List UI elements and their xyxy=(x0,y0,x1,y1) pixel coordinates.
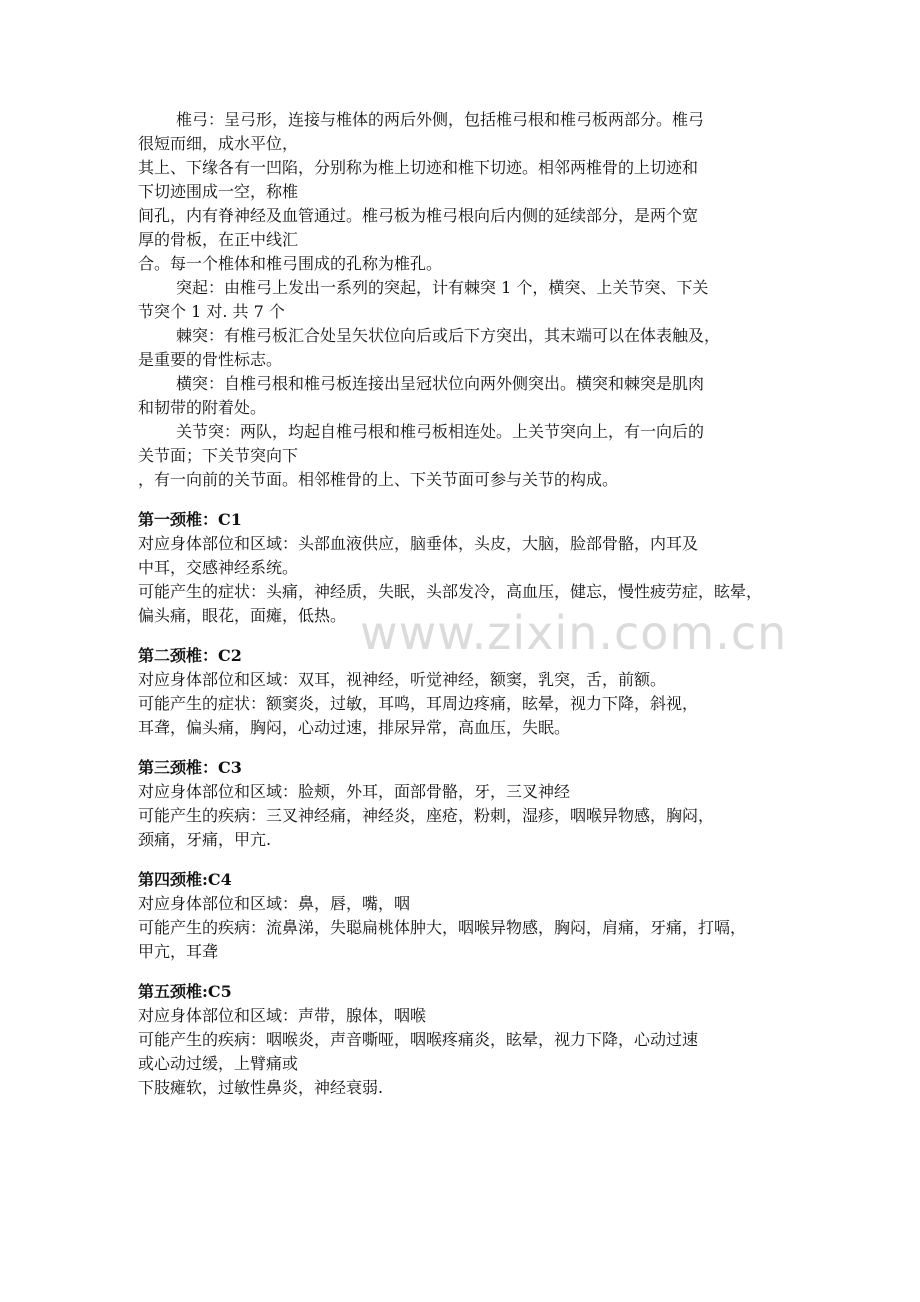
intro-line: 厚的骨板，在正中线汇 xyxy=(138,230,299,249)
section-line: 对应身体部位和区域：双耳，视神经，听觉神经，额窦，乳突，舌，前额。 xyxy=(138,670,667,689)
intro-line: 椎弓：呈弓形，连接与椎体的两后外侧，包括椎弓根和椎弓板两部分。椎弓 xyxy=(176,110,705,129)
watermark-text: www.zixin.com.cn xyxy=(360,606,788,660)
section-line: 对应身体部位和区域：头部血液供应，脑垂体，头皮，大脑，脸部骨骼，内耳及 xyxy=(138,534,699,553)
document-body xyxy=(138,108,798,1100)
section-line: 可能产生的症状：头痛，神经质，失眠，头部发冷，高血压，健忘，慢性疲劳症，眩晕， xyxy=(138,582,763,601)
intro-line: ，有一向前的关节面。相邻椎骨的上、下关节面可参与关节的构成。 xyxy=(138,470,619,489)
section-line: 颈痛，牙痛，甲亢. xyxy=(138,830,272,849)
intro-line: 合。每一个椎体和椎弓围成的孔称为椎孔。 xyxy=(138,254,443,273)
section-c3 xyxy=(138,756,798,852)
intro-line: 关节突：两队，均起自椎弓根和椎弓板相连处。上关节突向上，有一向后的 xyxy=(176,422,705,441)
intro-line: 间孔，内有脊神经及血管通过。椎弓板为椎弓根向后内侧的延续部分，是两个宽 xyxy=(138,206,699,225)
section-heading: 第四颈椎:C4 xyxy=(138,870,232,889)
section-line: 可能产生的症状：额窦炎，过敏，耳鸣，耳周边疼痛，眩晕，视力下降，斜视， xyxy=(138,694,699,713)
section-line: 可能产生的疾病：三叉神经痛，神经炎，座疮，粉刺，湿疹，咽喉异物感，胸闷， xyxy=(138,806,715,825)
section-c1 xyxy=(138,508,798,628)
section-line: 下肢瘫软，过敏性鼻炎，神经衰弱. xyxy=(138,1078,384,1097)
intro-line: 横突：自椎弓根和椎弓板连接出呈冠状位向两外侧突出。横突和棘突是肌肉 xyxy=(176,374,705,393)
intro-line: 突起：由椎弓上发出一系列的突起，计有棘突 1 个，横突、上关节突、下关 xyxy=(176,278,709,297)
section-line: 偏头痛，眼花，面瘫，低热。 xyxy=(138,606,347,625)
section-line: 对应身体部位和区域：鼻，唇，嘴，咽 xyxy=(138,894,411,913)
section-line: 可能产生的疾病：流鼻涕，失聪扁桃体肿大，咽喉异物感，胸闷，肩痛，牙痛，打嗝， xyxy=(138,918,747,937)
intro-line: 棘突：有椎弓板汇合处呈矢状位向后或后下方突出，其末端可以在体表触及， xyxy=(176,326,721,345)
intro-line: 关节面；下关节突向下 xyxy=(138,446,299,465)
section-line: 或心动过缓，上臂痛或 xyxy=(138,1054,299,1073)
section-c2 xyxy=(138,644,798,740)
section-line: 可能产生的疾病：咽喉炎，声音嘶哑，咽喉疼痛炎，眩晕，视力下降，心动过速 xyxy=(138,1030,699,1049)
section-heading: 第五颈椎:C5 xyxy=(138,982,232,1001)
intro-line: 下切迹围成一空，称椎 xyxy=(138,182,299,201)
section-line: 甲亢，耳聋 xyxy=(138,942,219,961)
section-c4 xyxy=(138,868,798,964)
section-c5 xyxy=(138,980,798,1100)
intro-block xyxy=(138,108,798,492)
intro-line: 很短而细，成水平位， xyxy=(138,134,299,153)
intro-line: 和韧带的附着处。 xyxy=(138,398,267,417)
section-line: 耳聋，偏头痛，胸闷，心动过速，排尿异常，高血压，失眠。 xyxy=(138,718,571,737)
section-line: 对应身体部位和区域：脸颊，外耳，面部骨骼，牙，三叉神经 xyxy=(138,782,571,801)
intro-line: 是重要的骨性标志。 xyxy=(138,350,283,369)
section-line: 对应身体部位和区域：声带，腺体，咽喉 xyxy=(138,1006,427,1025)
section-heading: 第三颈椎：C3 xyxy=(138,758,242,777)
section-heading: 第一颈椎：C1 xyxy=(138,510,242,529)
intro-line: 其上、下缘各有一凹陷，分别称为椎上切迹和椎下切迹。相邻两椎骨的上切迹和 xyxy=(138,158,699,177)
intro-line: 节突个 1 对. 共 7 个 xyxy=(138,302,285,321)
section-line: 中耳，交感神经系统。 xyxy=(138,558,299,577)
section-heading: 第二颈椎：C2 xyxy=(138,646,242,665)
